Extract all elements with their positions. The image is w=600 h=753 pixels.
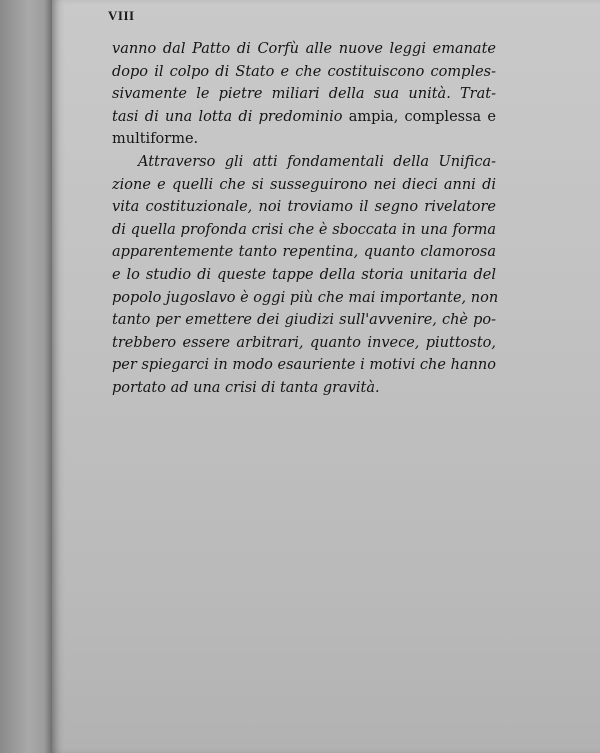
text-line: e lo studio di queste tappe della storia unitaria del: [112, 266, 496, 283]
text-line: per spiegarci in modo esauriente i motivi che hanno: [112, 357, 496, 374]
text-line: trebbero essere arbitrari, quanto invece, piuttosto,: [112, 334, 496, 351]
text-line: apparentemente tanto repentina, quanto clamorosa: [112, 244, 496, 261]
paragraph-2: [112, 151, 499, 400]
text-line: zione e quelli che si susseguirono nei dieci anni di: [112, 176, 496, 193]
body-text: [112, 38, 499, 400]
text-line: dopo il colpo di Stato e che costituiscono comples-: [112, 63, 496, 80]
text-line: multiforme.: [112, 131, 199, 148]
binding-margin: [0, 0, 52, 753]
page-number: VIII: [108, 8, 135, 23]
paragraph-1: [112, 38, 496, 151]
text-line: popolo jugoslavo è oggi più che mai importante, non: [112, 289, 499, 306]
text-line: vita costituzionale, noi troviamo il segno rivelatore: [112, 199, 496, 216]
text-line: Attraverso gli atti fondamentali della Unifica-: [138, 153, 496, 170]
text-line: sivamente le pietre miliari della sua unità. Trat-: [112, 86, 496, 103]
text-line: tanto per emettere dei giudizi sull'avvenire, chè po-: [112, 312, 496, 329]
text-line: di quella profonda crisi che è sboccata in una forma: [112, 221, 496, 238]
text-line: tasi di una lotta di predominio ampia, complessa e: [112, 108, 497, 125]
text-line: vanno dal Patto di Corfù alle nuove leggi emanate: [112, 41, 496, 57]
text-line: portato ad una crisi di tanta gravità.: [112, 379, 380, 396]
